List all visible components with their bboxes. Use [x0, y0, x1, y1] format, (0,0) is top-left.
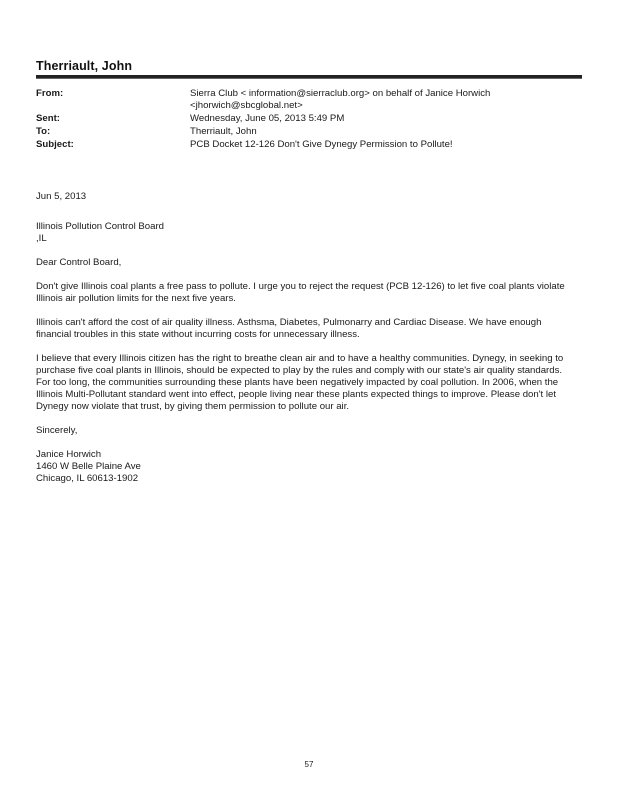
from-value: [190, 88, 582, 112]
letter-body: [36, 191, 576, 485]
from-row: [36, 88, 582, 112]
sent-row: [36, 113, 582, 125]
paragraph-2: Illinois can't afford the cost of air quality illness. Asthsma, Diabetes, Pulmonarry and Cardiac Disease. We have enough financial troubles in this state without incurring costs for unnecessary illness.: [36, 317, 542, 340]
signature-address1: 1460 W Belle Plaine Ave: [36, 461, 141, 472]
sender-name: Therriault, John: [36, 59, 133, 73]
header-rule: [36, 75, 582, 79]
from-value-line1: Sierra Club < information@sierraclub.org> on behalf of Janice Horwich: [190, 88, 491, 99]
from-value-line2: <jhorwich@sbcglobal.net>: [190, 100, 303, 111]
letter-date: Jun 5, 2013: [36, 191, 87, 202]
from-label: From:: [36, 88, 64, 99]
sent-label: Sent:: [36, 113, 60, 124]
email-header: [36, 59, 582, 79]
email-meta: [36, 88, 582, 152]
closing: Sincerely,: [36, 425, 78, 436]
subject-value: PCB Docket 12-126 Don't Give Dynegy Permission to Pollute!: [190, 139, 453, 150]
to-row: [36, 126, 582, 138]
paragraph-1: Don't give Illinois coal plants a free pass to pollute. I urge you to reject the request (PCB 12-126) to let five coal plants violate Illinois air pollution limits for the next five years.: [36, 281, 565, 304]
to-label: To:: [36, 126, 51, 137]
signature-address2: Chicago, IL 60613-1902: [36, 473, 139, 484]
recipient-line1: Illinois Pollution Control Board: [36, 221, 164, 232]
subject-label: Subject:: [36, 139, 74, 150]
signature-name: Janice Horwich: [36, 449, 102, 460]
recipient-line2: ,IL: [36, 233, 47, 244]
to-value: Therriault, John: [190, 126, 257, 137]
sent-value: Wednesday, June 05, 2013 5:49 PM: [190, 113, 345, 124]
page-number: 57: [304, 760, 314, 769]
subject-row: [36, 139, 582, 151]
paragraph-3: I believe that every Illinois citizen has the right to breathe clean air and to have a healthy communities. Dynegy, in seeking to purchase five coal plants in Illinois, should be expected to play by the rules and comply with our state's air quality standards. For too long, the communities surrounding these plants have been negatively impacted by coal pollution. In 2006, when the Illinois Multi-Pollutant standard went into effect, people living near these plants expected things to improve. Please don't let Dynegy now violate that trust, by giving them permission to pollute our air.: [36, 353, 564, 412]
salutation: Dear Control Board,: [36, 257, 122, 268]
